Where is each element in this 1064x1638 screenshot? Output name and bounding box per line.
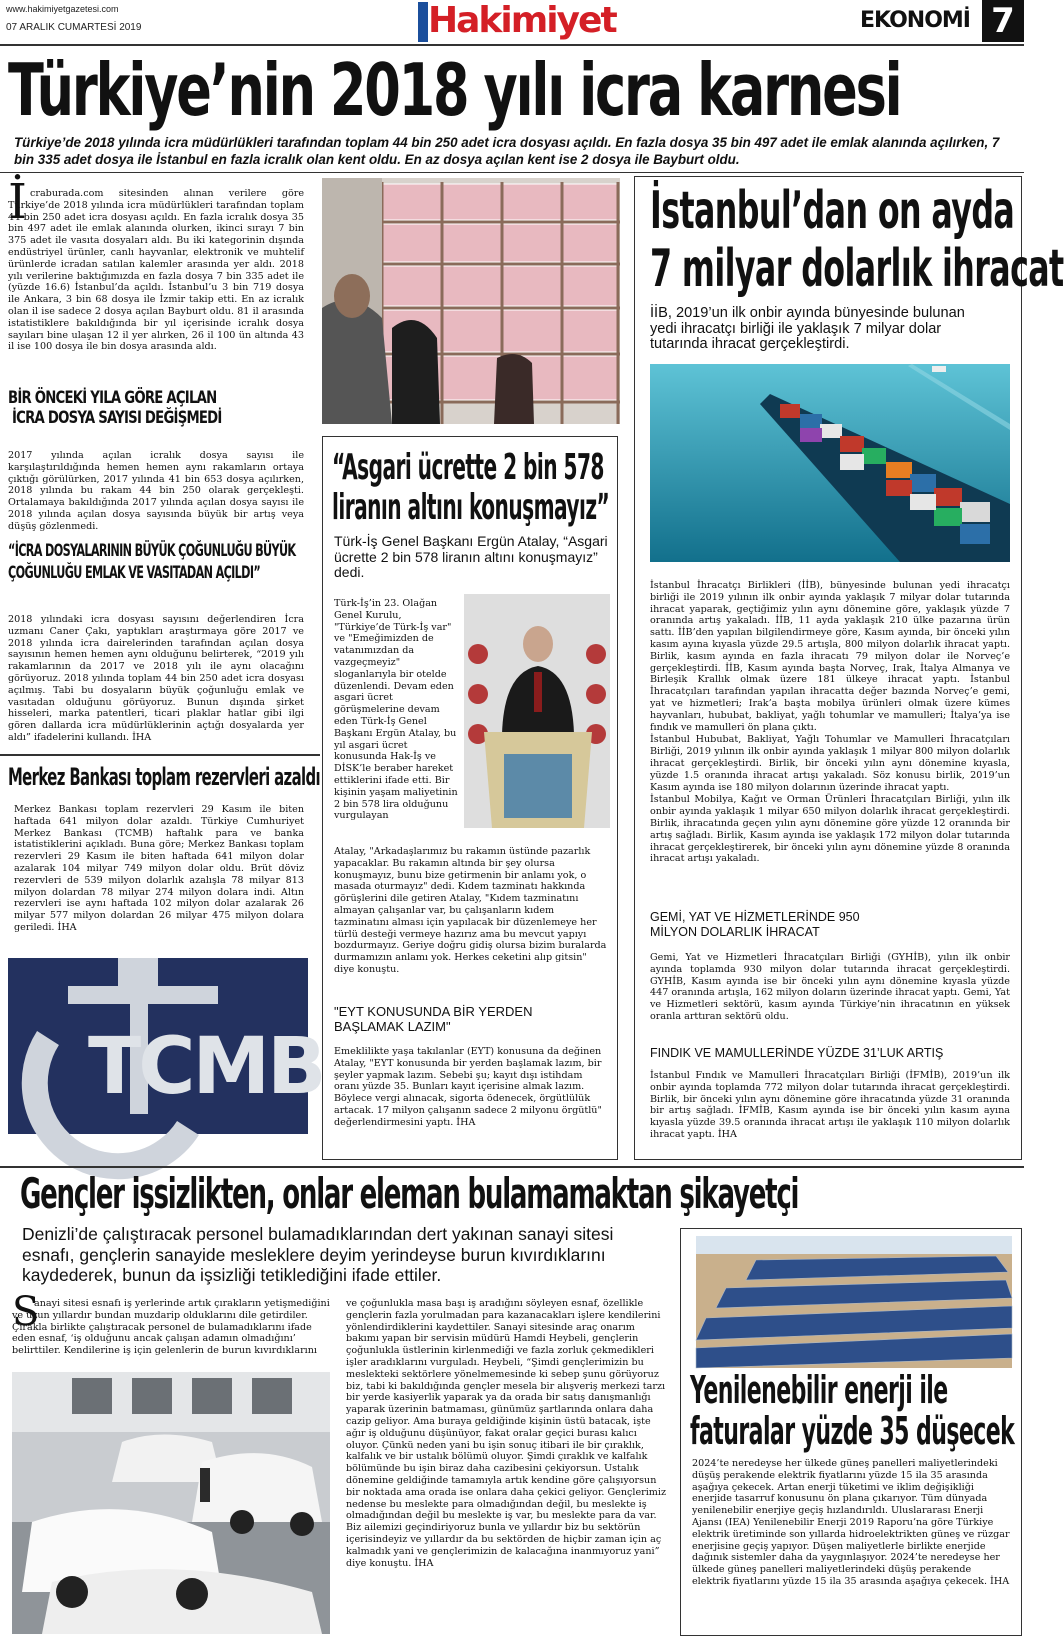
gencler-para-1 xyxy=(12,1298,330,1368)
lead-subhead-2-line1: “İCRA DOSYALARININ BÜYÜK ÇOĞUNLUĞU BÜYÜK xyxy=(8,541,296,561)
tcmb-logo-text: TCMB xyxy=(88,1022,324,1112)
masthead-date: 07 ARALIK CUMARTESİ 2019 xyxy=(6,22,142,33)
lead-headline: Türkiye’nin 2018 yılı icra karnesi xyxy=(8,48,901,132)
car-garage-image xyxy=(12,1372,330,1634)
lead-para-2: 2017 yılında açılan icralık dosya sayısı ile karşılaştırıldığında hemen hemen aynı rakamların ortaya çıktığı görülürken, 2017 yılında 41 bin 653 dosya açılırken, 2018 yılında bu rakam 44 bin 250 olarak gerçekleşti. Ortalamaya bakıldığında 2017 yılında açılan dosya sayısı ile 2018 yılında açılan dosya sayısında büyük bir artış veya düşüş gözlenmedi. xyxy=(8,450,304,532)
enerji-body: 2024’te neredeyse her ülkede güneş panelleri maliyetlerindeki düşüş perakende elektrik fiyatlarını yüzde 15 ila 35 arasında aşağıya çekecek. Artan enerji tüketimi ve iklim değişikliği enerjide tasarruf konusunu ön plana çıkarıyor. Tüm dünyada yenilenebilir enerjiye geçiş hızlandırıldı. Uluslararası Enerji Ajansı (IEA) Yenilenebilir Enerji 2019 Raporu’na göre Türkiye elektrik üretiminde son yıllarda hidroelektrikten güneş ve rüzgar enerjisine geçiş yapıyor. Düşen maliyetlerle birlikte enerjide dağınık sistemler daha da yaygınlaşıyor. 2024’te neredeyse her ülkede güneş panelleri maliyetlerindeki düşüş perakende elektrik fiyatlarını yüzde 15 ila 35 arasında aşağıya çekecek. İHA xyxy=(692,1458,1010,1587)
enerji-headline-line1: Yenilenebilir enerji ile xyxy=(690,1368,948,1412)
logo-text: Hakimiyet xyxy=(428,0,616,41)
merkez-headline: Merkez Bankası toplam rezervleri azaldı xyxy=(8,763,320,791)
merkez-headline-wrap xyxy=(8,762,318,792)
section-name: EKONOMİ xyxy=(860,8,970,33)
garage-photo xyxy=(12,1372,330,1634)
istanbul-para-5: İstanbul Fındık ve Mamulleri İhracatçıları Birliği (İFMİB), 2019’un ilk onbir ayında toplamda 772 milyon dolar tutarında ihracat gerçekleştirdi. Birlik, bir önceki yılın aynı dönemine göre ihracatında yüzde 31 oranında bir artış sağladı. İFMİB, Kasım ayında ise bir önceki yılın kasım ayına kıyasla yüzde 39.5 oranında ihracat artışı ile yaklaşık 110 milyon dolarlık ihracat yaptı. İHA xyxy=(650,1070,1010,1140)
asgari-subhead: "EYT KONUSUNDA BİR YERDEN BAŞLAMAK LAZIM" xyxy=(334,1004,533,1034)
lead-subhead-1-line1: BİR ÖNCEKİ YILA GÖRE AÇILAN xyxy=(8,388,217,408)
lead-dropcap: İ xyxy=(8,174,27,230)
enerji-headline-line2: faturalar yüzde 35 düşecek xyxy=(690,1409,1015,1453)
istanbul-headline-line1: İstanbul’dan on ayda xyxy=(650,181,1015,241)
lead-subhead-2-line2: ÇOĞUNLUĞU EMLAK VE VASITADAN AÇILDI” xyxy=(8,563,261,583)
asgari-headline-wrap xyxy=(332,448,614,532)
asgari-body-narrow: Türk-İş’in 23. Olağan Genel Kurulu, "Türkiye’de Türk-İş var" ve "Emeğimizden de vatanımızdan da vazgeçmeyiz" sloganlarıyla bir otelde düzenlendi. Devam eden asgari ücret görüşmelerine devam eden Türk-İş Genel Başkanı Ergün Atalay, bu yıl asgari ücret konusunda Hak-İş ve DİSK’le beraber hareket ettiklerini ifade etti. Bir kişinin yaşam maliyetinin 2 bin 578 lira olduğunu vurgulayan xyxy=(334,598,458,822)
istanbul-headline-line2: 7 milyar dolarlık ihracat xyxy=(650,239,1064,299)
istanbul-para-3: İstanbul Mobilya, Kağıt ve Orman Ürünleri İhracatçıları Birliği, yılın ilk onbir ayında yaklaşık 1 milyar 650 milyon dolarlık ihracat gerçekleştirdi. Birlik, ihracatında geçen yılın aynı dönemine göre yüzde 12 oranında bir artış sağladı. Birlik, Kasım ayında ise yaklaşık 172 milyon dolar tutarında ihracat gerçekleştirerek, bir önceki yılın aynı dönemine yüzde 8 oranında ihracat artışı yakaladı. xyxy=(650,794,1010,865)
asgari-headline-line1: “Asgari ücrette 2 bin 578 xyxy=(332,447,604,488)
lead-subhead-2 xyxy=(8,540,308,584)
solar-panels-image xyxy=(696,1236,1012,1368)
solar-farm-photo xyxy=(696,1236,1012,1368)
enerji-headline-wrap xyxy=(690,1370,1016,1452)
gencler-para-2: ve çoğunlukla masa başı iş aradığını söyleyen esnaf, özellikle gençlerin fazla yorulmadan para kazanacakları işlere kendilerini yönlendirdiklerini kaydettiler. Sanayi sitesinde araç onarım bakımı yapan bir servisin müdürü Hamdi Heybeli, gençlerin çoğunlukla üstlerinin kirlenmediği ve fazla zorluk çekmedikleri işler aradıklarını vurguladı. Heybeli, “Şimdi gençlerimizin bu meslekteki sektörlere yönelmemesinde ki sebep şunu görüyoruz biz, tabi ki bakıldığında gençler mesela bir alışveriş merkezi tarzı bir yerde kasiyerlik yaparak ya da orada bir satış danışmanlığı yaparak üzerinin batmaması, günümüz şartlarında onlara daha cazip geliyor. Ama buraya geldiğinde kişinin üstü batacak, işte ağır iş olduğunu düşünüyor, fakat oralar geçici burası kalıcı oluyor. Çünkü neden yani bu işin sonuç itibari ile bir çıraklık, kalfalık ve bir ustalık bölümü oluyor. Şimdi çıraklık ve kalfalık bölümünde bu işin biraz daha cazibesini çekiyorsun. Ustalık dönemine geldiğinde tamamıyla artık kendine göre çalışıyorsun bir noktada ama orada ise onlara daha çekici geliyor. Gençlerimiz nedense bu meslekte para olmadığından değil, bu meslekte iş olmadığından değil bu meslekte iş var, bu meslekte para da var. Biz ailemizi geçindiriyoruz bunla ve yıllardır biz bu sektörün içerisindeyiz ve yıllardır da bu sektörden de hiçbir zaman için aç kalmadık yani ve gençlerimizin de kalacağına inanmıyoruz yani” diye konuştu. İHA xyxy=(346,1298,667,1569)
merkez-body: Merkez Bankası toplam rezervleri 29 Kasım ile biten haftada 641 milyon dolar azaldı. Türkiye Cumhuriyet Merkez Bankası (TCMB) haftalık para ve banka istatistiklerini açıkladı. Buna göre; Merkez Bankası toplam rezervleri 29 Kasım ile biten haftada 641 milyon dolar azalarak 104 milyar 749 milyon dolar oldu. Brüt döviz rezervleri de 539 milyon dolarlık azalışla 78 milyar 813 milyon dolardan 78 milyar 274 milyon dolara indi. Altın rezervleri ise aynı haftada 102 milyon dolar azalarak 26 milyar 577 milyon dolardan 26 milyar 475 milyon dolara geriledi. İHA xyxy=(14,804,304,933)
istanbul-body xyxy=(650,580,1010,910)
logo-accent-icon xyxy=(418,2,428,42)
tcmb-logo-photo xyxy=(8,958,324,1134)
newspaper-logo xyxy=(414,0,616,46)
bottom-section-rule xyxy=(0,1166,1024,1168)
asgari-headline-line2: liranın altını konuşmayız” xyxy=(332,487,610,528)
gencler-deck: Denizli’de çalıştıracak personel bulamadıklarından dert yakınan sanayi sitesi esnafı, gençlerin sanayide mesleklere deyim yerindeyse burun kıvırdıklarını kaydederek, bunun da işsizliği tetiklediğini ifade ettiler. xyxy=(22,1224,614,1285)
istanbul-para-4: Gemi, Yat ve Hizmetleri İhracatçıları Birliği (GYHİB), yılın ilk onbir ayında toplamda 930 milyon dolar tutarında ihracat gerçekleştirdi. GYHİB, Kasım ayında ise bir önceki yılın aynı dönemine kıyasla yüzde 447 oranında artışla, 162 milyon doların üzerinde ihracat yaptı. Gemi, Yat ve Hizmetleri sektörü, kasım ayında Türkiye’nin ihracatının en yüksek oranla arttıran sektörü oldu. xyxy=(650,952,1010,1022)
archive-shelves-image xyxy=(322,178,620,424)
gencler-para-1-text: anayi sitesi esnafı iş yerlerinde artık çırakların yetişmediğini ve uzun yıllardır bundan muzdarip olduklarını dile getirdiler. Çırakla birlikte çalıştıracak personel de bulamadıklarını ifade eden esnaf, ‘iş olduğunu ancak çalışan adamın olmadığını’ belirttiler. Kendilerine iş için gelenlerin de burun kıvırdıklarını xyxy=(12,1298,330,1357)
asgari-deck: Türk-İş Genel Başkanı Ergün Atalay, “Asgari ücrette 2 bin 578 liranın altını konuşmayız” dedi. xyxy=(334,533,608,580)
lead-para-1-text: craburada.com sitesinden alınan verilere göre Türkiye’de 2018 yılında icra müdürlükleri tarafından toplam 44 bin 250 adet icra dosyası açıldı. En fazla icralık dosya 35 bin 497 adet ile emlak alanında olurken, ikinci sırayı 7 bin 375 adet ile vasıta dosyaları aldı. Bu iki kategorinin dışında endüstriyel ürünler, canlı hayvanlar, elektronik ve muhtelif ürünlerde icradan satılan kalemler arasında yer aldı. 2018 yılı verilerine baktığımızda en fazla dosya 7 bin 335 adet ile (yüzde 16.6) İstanbul’da açıldı. İstanbul’u 3 bin 719 dosya ile Ankara, 3 bin 68 dosya ile İzmir takip etti. En az icralık olan il ise sadece 2 dosya açılan Bayburt oldu. 81 il arasında istatistiklere bakıldığında bir yıl içerisinde icralık dosya sayıları bine ulaşan 12 il yer alırken, 26 il 100 ün altında 43 il ise 100 dosya ile bin dosya arasında aldı. xyxy=(8,188,304,353)
asgari-body-wide: Atalay, "Arkadaşlarımız bu rakamın üstünde pazarlık yapacaklar. Bu rakamın altında bir şey olursa konuşmayız, bunu bize getirmenin bir anlamı yok, o masada oturmayız" dedi. Kıdem tazminatı hakkında görüşlerini dile getiren Atalay, "Kıdem tazminatını almayan çalışanlar var, bu çalışanların kıdem tazminatını alması için yapılacak bir düzenlemeye her türlü desteği vermeye hazırız ama bu mevcut yapıyı bozdurmayız. Geriye doğru gidiş olursa bizim buralarda durmamızın anlamı yok. Herkes ceketini alıp gitsin" diye konuştu. xyxy=(334,846,607,975)
lead-summary: Türkiye’de 2018 yılında icra müdürlükleri tarafından toplam 44 bin 250 adet icra dosyası açıldı. En fazla dosya 35 bin 497 adet ile emlak alanında açılırken, 7 bin 335 adet dosya ile İstanbul en fazla icralık olan kent oldu. En az dosya açılan kent ise 2 dosya ile Bayburt oldu. xyxy=(14,135,1000,167)
lead-subhead-1 xyxy=(8,388,308,428)
lead-para-3: 2018 yılındaki icra dosyası sayısını değerlendiren İcra uzmanı Caner Çakı, yaptıkları araştırmaya göre 2017 ve 2018 yılında icra dairelerinden tarafından açılan dosya sayısının hemen hemen aynı olduğunu belirterek, “2019 yılı rakamlarının da 2017 ve 2018 yılı ile aynı olacağını görüyoruz. 2018 yılında toplam 44 bin 250 adet icra dosyası açılmış. Tabi bu dosyaların büyük çoğunluğu emlak ve vasıtadan olduğunu görüyoruz. Bunun dışında şirket hisseleri, marka patentleri, ticari plaklar hatlar gibi ilgi gören dallarda icra müdürlüklerinin açtığı dosyalarda yer aldı” ifadelerini kullandı. İHA xyxy=(8,614,304,743)
cargo-ship-image xyxy=(650,364,1010,562)
istanbul-deck: İİB, 2019’un ilk onbir ayında bünyesinde bulunan yedi ihracatçı birliği ile yaklaşık 7 milyar dolar tutarında ihracat gerçekleştirdi. xyxy=(650,305,965,353)
masthead-rule xyxy=(0,44,1024,46)
istanbul-subhead-1: GEMİ, YAT VE HİZMETLERİNDE 950 MİLYON DOLARLIK İHRACAT xyxy=(650,910,860,939)
asgari-body-2: Emeklilikte yaşa takılanlar (EYT) konusuna da değinen Atalay, "EYT konusunda bir yerden başlamak lazım, bir şeyler yapmak lazım. Sebebi şu; kayıt dışı istihdam oranı yüzde 35. Bunları kayıt içerisine almak lazım. Böylece vergi alınacak, sigorta ödenecek, örgütlülük artacak. 17 milyon çalışanın sadece 2 milyonu örgütlü" değerlendirmesini yaptı. İHA xyxy=(334,1046,602,1128)
istanbul-para-1: İstanbul İhracatçı Birlikleri (İİB), bünyesinde bulunan yedi ihracatçı birliği ile 2019 yılının ilk onbir ayında yaklaşık 7 milyar dolar tutarında ihracat yaparak, geçtiğimiz yılın aynı dönemine göre, yaklaşık yüzde 7 oranında artış yakaladı. İİB, 11 ayda yaklaşık 210 ülke pazarına ürün sattı. İİB’den yapılan bilgilendirmeye göre, Kasım ayında, bir önceki yılın kasım ayına kıyasla yüzde 29.5 artışla, 800 milyon dolarlık ihracat yaptı. Birlik, kasım ayında en fazla ihracatı 79 milyon dolar ile Norveç’e gerçekleştirdi. İİB, Kasım ayında başta Norveç, Irak, İtalya Almanya ve Birleşik Krallık olmak üzere 181 ülkeye ihracat yaptı. İstanbul İhracatçıları tarafından yapılan ihracatta değer bazında Norveç’e gemi, yat ve hizmetleri; Irak’a başta mobilya ürünleri olmak üzere kümes hayvanları, hububat, bakliyat, yağlı tohumlar ve mamulleri; İtalya’ya ise fındık ve mamulleri ön plana çıktı. xyxy=(650,580,1010,733)
cargo-ship-photo xyxy=(650,364,1010,562)
gencler-dropcap: S xyxy=(12,1289,40,1335)
archive-photo xyxy=(322,178,620,424)
istanbul-subhead-2: FINDIK VE MAMULLERİNDE YÜZDE 31’LUK ARTIŞ xyxy=(650,1046,944,1060)
lead-para-1 xyxy=(8,188,304,372)
lead-headline-wrap xyxy=(8,50,1018,130)
istanbul-para-2: İstanbul Hububat, Bakliyat, Yağlı Tohumlar ve Mamulleri İhracatçıları Birliği, 2019 yılının ilk onbir ayında yaklaşık 1 milyar 800 milyon dolarlık ihracat gerçekleştirdi. Birlik, bir önceki yılın aynı dönemine kıyasla, yüzde 1.5 oranında ihracat artışı yakaladı. Söz konusu birlik, 2019’un Kasım ayında ise 180 milyon dolarının üzerinde ihracat yaptı. xyxy=(650,734,1010,793)
merkez-top-rule xyxy=(0,754,320,756)
istanbul-headline-wrap xyxy=(650,181,1064,300)
gencler-headline: Gençler işsizlikten, onlar eleman bulamamaktan şikayetçi xyxy=(20,1169,799,1218)
atalay-photo xyxy=(464,594,610,828)
lead-summary-rule xyxy=(0,172,1024,173)
page-number: 7 xyxy=(982,0,1024,42)
gencler-headline-wrap xyxy=(20,1170,1020,1218)
masthead-url: www.hakimiyetgazetesi.com xyxy=(6,4,119,14)
speaker-podium-image xyxy=(464,594,610,828)
lead-subhead-1-line2: İCRA DOSYA SAYISI DEĞİŞMEDİ xyxy=(12,408,222,428)
